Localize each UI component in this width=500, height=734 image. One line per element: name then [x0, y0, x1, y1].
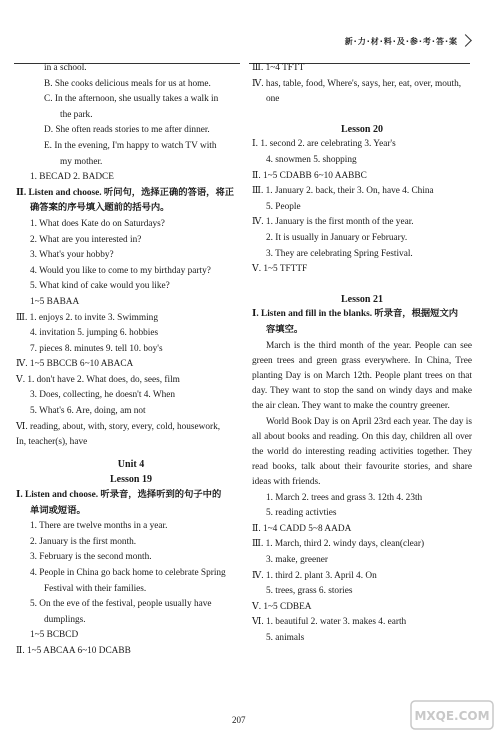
answer-line: Ⅵ. reading, about, with, story, every, cold, housework, [16, 421, 221, 432]
answer-line: In, teacher(s), have [16, 437, 88, 448]
answer-line: 2. What are you interested in? [30, 234, 142, 245]
header-title: 新·力·材·料·及·参·考·答·案 [344, 37, 458, 46]
answer-line: E. In the evening, I'm happy to watch TV with [44, 140, 217, 151]
left-column [16, 61, 246, 660]
answer-line: Ⅰ. 1. second 2. are celebrating 3. Year's [252, 139, 396, 150]
answer-line: 3. What's your hobby? [30, 250, 114, 261]
answer-line: 4. People in China go back home to celebrate Spring [30, 568, 226, 578]
answer-line: 5. What kind of cake would you like? [30, 281, 170, 292]
watermark-logo [410, 700, 494, 730]
answer-line: Ⅱ. 1~4 CADD 5~8 AADA [252, 523, 352, 534]
answer-line: 容填空。 [266, 324, 304, 335]
answer-line: Ⅳ. has, table, food, Where's, says, her, eat, over, mouth, [252, 78, 462, 89]
lesson-heading: Lesson 20 [341, 123, 383, 135]
lesson-heading: Lesson 19 [110, 474, 152, 486]
answer-line: C. In the afternoon, she usually takes a walk in [44, 94, 219, 105]
answer-line: 5. reading activties [266, 508, 337, 519]
answer-line: D. She often reads stories to me after dinner. [44, 125, 210, 136]
answer-line: my mother. [60, 156, 103, 167]
answer-line: Ⅰ. Listen and choose. 听录音，选择听到的句子中的 [16, 490, 222, 501]
answer-line: 5. animals [266, 632, 305, 643]
passage-paragraph: March is the third month of the year. People can see green trees and green grass everywhere. In China, Tree planting Day is on March 12th. People plant trees on that day. They want to stop the sand on windy days and make the air clean. They want to make the country greener. [252, 340, 472, 412]
answer-line: Festival with their families. [44, 583, 147, 594]
answer-line: 3. They are celebrating Spring Festival. [266, 248, 413, 259]
svg-text:MXQE.COM: MXQE.COM [414, 709, 490, 723]
answer-line: 单词或短语。 [30, 505, 86, 516]
answer-line: Ⅲ. 1. enjoys 2. to invite 3. Swimming [16, 312, 158, 323]
answer-line: 4. Would you like to come to my birthday party? [30, 265, 211, 276]
answer-line: 5. People [266, 201, 301, 212]
answer-line: one [266, 94, 280, 105]
passage-paragraph: World Book Day is on April 23rd each year. The day is all about books and reading. On this day, children all over the world do interesting reading activities together. They read books, talk about their favourite stories, and share ideas with friends. [252, 416, 472, 488]
answer-line: 1~5 BCBCD [30, 630, 79, 641]
answer-line: 2. January is the first month. [30, 536, 137, 547]
answer-block-right-4 [252, 491, 472, 647]
answer-line: 4. invitation 5. jumping 6. hobbies [30, 328, 159, 339]
answer-line: 7. pieces 8. minutes 9. tell 10. boy's [30, 343, 163, 354]
answer-block-left-2 [16, 488, 246, 660]
answer-line: 1. March 2. trees and grass 3. 12th 4. 23th [266, 492, 423, 503]
answer-line: 5. On the eve of the festival, people usually have [30, 599, 212, 610]
answer-block-right-2 [252, 137, 472, 277]
answer-line: 2. It is usually in January or February. [266, 232, 408, 243]
answer-line: Ⅱ. 1~5 CDABB 6~10 AABBC [252, 170, 367, 181]
answer-line: Ⅰ. Listen and fill in the blanks. 听录音，根据短文内 [252, 309, 459, 320]
answer-line: Ⅱ. Listen and choose. 听问句，选择正确的答语，将正 [16, 187, 235, 198]
answer-block-right-3 [252, 307, 472, 338]
answer-line: Ⅴ. 1. don't have 2. What does, do, sees, film [16, 374, 180, 385]
answer-line: 1. There are twelve months in a year. [30, 521, 168, 532]
answer-line: Ⅲ. 1. March, third 2. windy days, clean(clear) [252, 539, 425, 550]
answer-line: 3. Does, collecting, he doesn't 4. When [30, 390, 176, 401]
answer-line: Ⅳ. 1. January is the first month of the year. [252, 217, 414, 228]
answer-line: Ⅵ. 1. beautiful 2. water 3. makes 4. earth [252, 617, 407, 628]
unit-heading: Unit 4 [117, 458, 145, 470]
answer-line: 1. What does Kate do on Saturdays? [30, 218, 165, 229]
chevron-right-icon [459, 34, 472, 47]
answer-line: dumplings. [44, 614, 86, 625]
answer-line: 5. What's 6. Are, doing, am not [30, 406, 146, 417]
answer-line: 5. trees, grass 6. stories [266, 586, 353, 597]
lesson-heading: Lesson 21 [341, 293, 383, 305]
answer-line: Ⅲ. 1. January 2. back, their 3. On, have 4. China [252, 186, 434, 197]
reading-passage [252, 339, 472, 491]
answer-line: Ⅴ. 1~5 CDBEA [252, 601, 312, 612]
answer-line: the park. [60, 109, 93, 120]
answer-block-left-1 [16, 61, 246, 451]
answer-line: Ⅲ. 1~4 TFTT [252, 63, 305, 73]
answer-line: 1. BECAD 2. BADCE [30, 172, 114, 183]
answer-line: Ⅳ. 1. third 2. plant 3. April 4. On [252, 570, 377, 581]
answer-line: Ⅳ. 1~5 BBCCB 6~10 ABACA [16, 359, 134, 370]
answer-line: B. She cooks delicious meals for us at home. [44, 78, 211, 89]
page-number: 207 [232, 715, 246, 725]
answer-line: Ⅴ. 1~5 TFTTF [252, 264, 308, 275]
answer-line: in a school. [44, 63, 87, 73]
answer-line: Ⅱ. 1~5 ABCAA 6~10 DCABB [16, 645, 131, 656]
answer-line: 3. February is the second month. [30, 552, 152, 563]
answer-line: 3. make, greener [266, 554, 328, 565]
answer-line: 确答案的序号填入题前的括号内。 [30, 203, 170, 214]
answer-line: 1~5 BABAA [30, 296, 80, 307]
answer-line: 4. snowmen 5. shopping [266, 154, 357, 165]
answer-block-right-1 [252, 61, 472, 108]
right-column [252, 61, 472, 646]
page-header [0, 30, 500, 50]
